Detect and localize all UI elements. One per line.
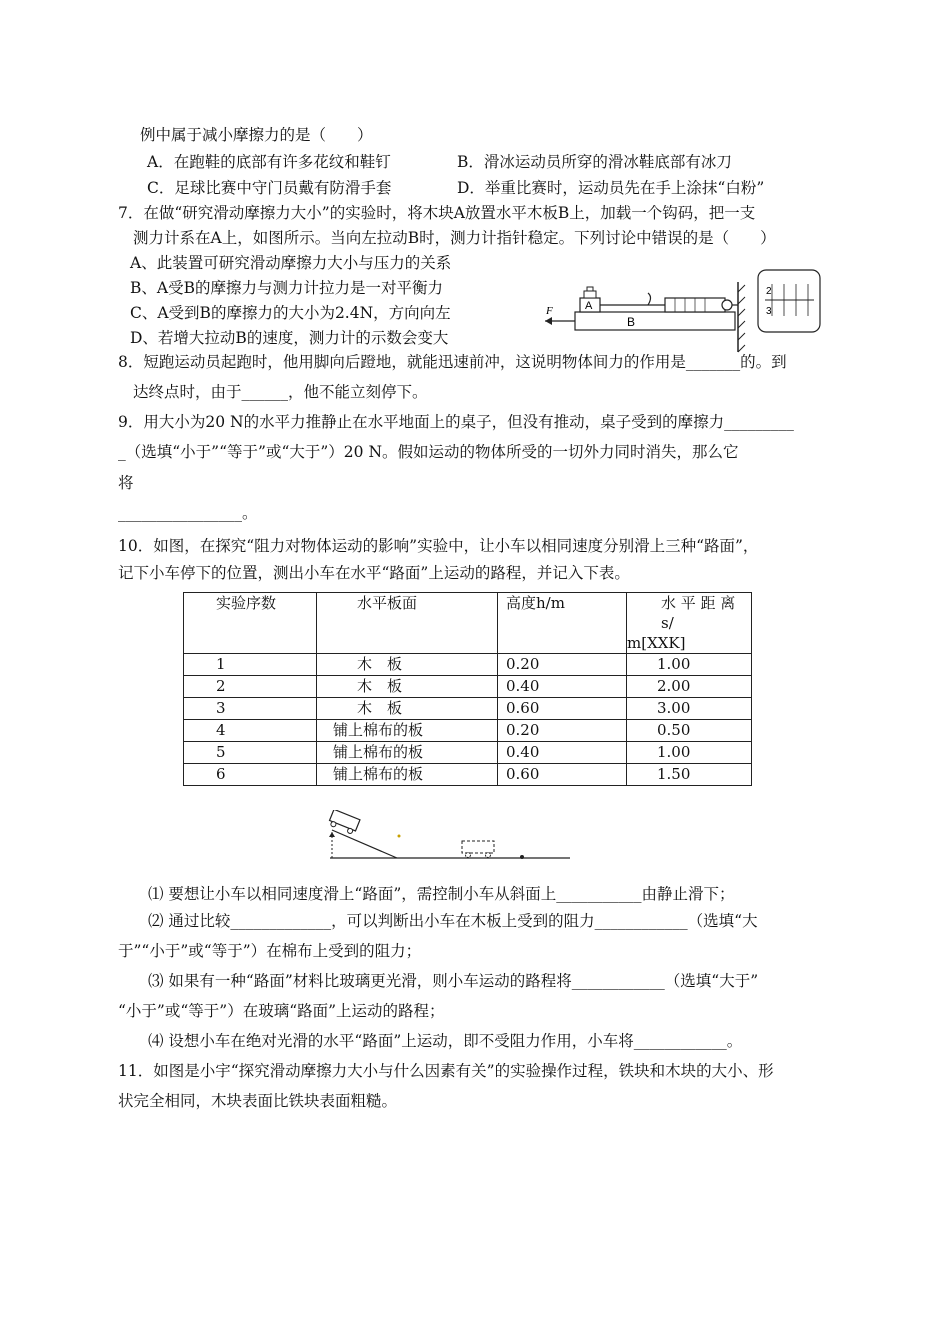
header-distance-line1: 水 平 距 离 s/ (661, 594, 736, 632)
q10-part3-line2: “小于”或“等于”）在玻璃“路面”上运动的路程； (118, 1002, 445, 1020)
table-header-cell: 高度h/m (498, 593, 627, 654)
table-row (184, 764, 752, 786)
table-row (184, 698, 752, 720)
table-cell: 木 板 (317, 698, 498, 720)
table-header-cell (627, 593, 752, 654)
table-row (184, 676, 752, 698)
table-cell: 0.60 (498, 698, 627, 720)
q10-line2: 记下小车停下的位置，测出小车在水平“路面”上运动的路程，并记入下表。 (118, 564, 630, 582)
q7-option-c: C、A受到B的摩擦力的大小为2.4N，方向向左 (130, 304, 451, 322)
table-cell: 铺上棉布的板 (317, 764, 498, 786)
table-header-row (184, 593, 752, 654)
q7-option-d: D、若增大拉动B的速度，测力计的示数会变大 (130, 329, 449, 347)
q10-incline-figure (322, 810, 574, 864)
header-distance-line2: m[XXK] (627, 634, 686, 652)
table-cell: 0.50 (627, 720, 752, 742)
table-cell: 0.60 (498, 764, 627, 786)
q6-stem: 例中属于减小摩擦力的是（ ） (140, 126, 373, 144)
table-cell: 1.50 (627, 764, 752, 786)
table-row (184, 654, 752, 676)
q10-part1: ⑴ 要想让小车以相同速度滑上“路面”，需控制小车从斜面上___________由静止滑下； (148, 885, 735, 903)
q10-part4: ⑷ 设想小车在绝对光滑的水平“路面”上运动，即不受阻力作用，小车将____________。 (148, 1032, 743, 1050)
table-cell: 木 板 (317, 676, 498, 698)
label-b: B (627, 315, 636, 329)
table-cell: 0.40 (498, 676, 627, 698)
table-cell: 铺上棉布的板 (317, 742, 498, 764)
table-cell: 0.20 (498, 720, 627, 742)
label-f: F (546, 305, 553, 317)
q9-line2: _（选填“小于”“等于”或“大于”）20 N。假如运动的物体所受的一切外力同时消失，那么它 (118, 443, 739, 461)
table-cell: 0.20 (498, 654, 627, 676)
table-cell: 1.00 (627, 742, 752, 764)
table-cell: 木 板 (317, 654, 498, 676)
q9-line3: 将 (118, 474, 134, 492)
q11-line1: 11．如图是小宇“探究滑动摩擦力大小与什么因素有关”的实验操作过程，铁块和木块的大小、形 (118, 1062, 774, 1080)
q6-option-c: C．足球比赛中守门员戴有防滑手套 (147, 179, 392, 197)
table-cell: 1 (184, 654, 317, 676)
q10-part2-line1: ⑵ 通过比较_____________，可以判断出小车在木板上受到的阻力____________（选填“大 (148, 912, 758, 930)
table-header-cell: 实验序数 (184, 593, 317, 654)
label-a: A (585, 300, 593, 312)
q7-friction-figure (540, 262, 825, 356)
q10-part3-line1: ⑶ 如果有一种“路面”材料比玻璃更光滑，则小车运动的路程将____________（选填“大于” (148, 972, 759, 990)
q8-line1: 8．短跑运动员起跑时，他用脚向后蹬地，就能迅速前冲，这说明物体间力的作用是_______的。到 (118, 353, 787, 371)
scale-label-3: 3 (766, 306, 772, 317)
q7-stem-line1: 7．在做“研究滑动摩擦力大小”的实验时，将木块A放置水平木板B上，加载一个钩码，把一支 (118, 204, 756, 222)
table-cell: 3.00 (627, 698, 752, 720)
q7-option-b: B、A受B的摩擦力与测力计拉力是一对平衡力 (130, 279, 443, 297)
q7-option-a: A、此装置可研究滑动摩擦力大小与压力的关系 (130, 254, 452, 272)
q10-part2-line2: 于”“小于”或“等于”）在棉布上受到的阻力； (118, 942, 422, 960)
table-header-cell: 水平板面 (317, 593, 498, 654)
table-cell: 3 (184, 698, 317, 720)
q9-line1: 9．用大小为20 N的水平力推静止在水平地面上的桌子，但没有推动，桌子受到的摩擦力_________ (118, 413, 794, 431)
q6-option-b: B．滑冰运动员所穿的滑冰鞋底部有冰刀 (457, 153, 732, 171)
q9-line4: ________________。 (118, 504, 258, 522)
table-cell: 6 (184, 764, 317, 786)
q10-line1: 10．如图，在探究“阻力对物体运动的影响”实验中，让小车以相同速度分别滑上三种“路面”， (118, 537, 759, 555)
table-cell: 5 (184, 742, 317, 764)
table-cell: 1.00 (627, 654, 752, 676)
table-cell: 0.40 (498, 742, 627, 764)
q11-line2: 状完全相同，木块表面比铁块表面粗糙。 (118, 1092, 398, 1110)
q7-stem-line2: 测力计系在A上，如图所示。当向左拉动B时，测力计指针稳定。下列讨论中错误的是（ ） (133, 229, 776, 247)
q8-line2: 达终点时，由于______，他不能立刻停下。 (133, 383, 428, 401)
table-cell: 2.00 (627, 676, 752, 698)
q6-option-d: D．举重比赛时，运动员先在手上涂抹“白粉” (457, 179, 765, 197)
table-cell: 4 (184, 720, 317, 742)
scale-label-2: 2 (766, 286, 772, 297)
table-cell: 铺上棉布的板 (317, 720, 498, 742)
table-cell: 2 (184, 676, 317, 698)
q6-option-a: A．在跑鞋的底部有许多花纹和鞋钉 (147, 153, 391, 171)
table-row (184, 720, 752, 742)
table-row (184, 742, 752, 764)
experiment-table (183, 592, 752, 786)
